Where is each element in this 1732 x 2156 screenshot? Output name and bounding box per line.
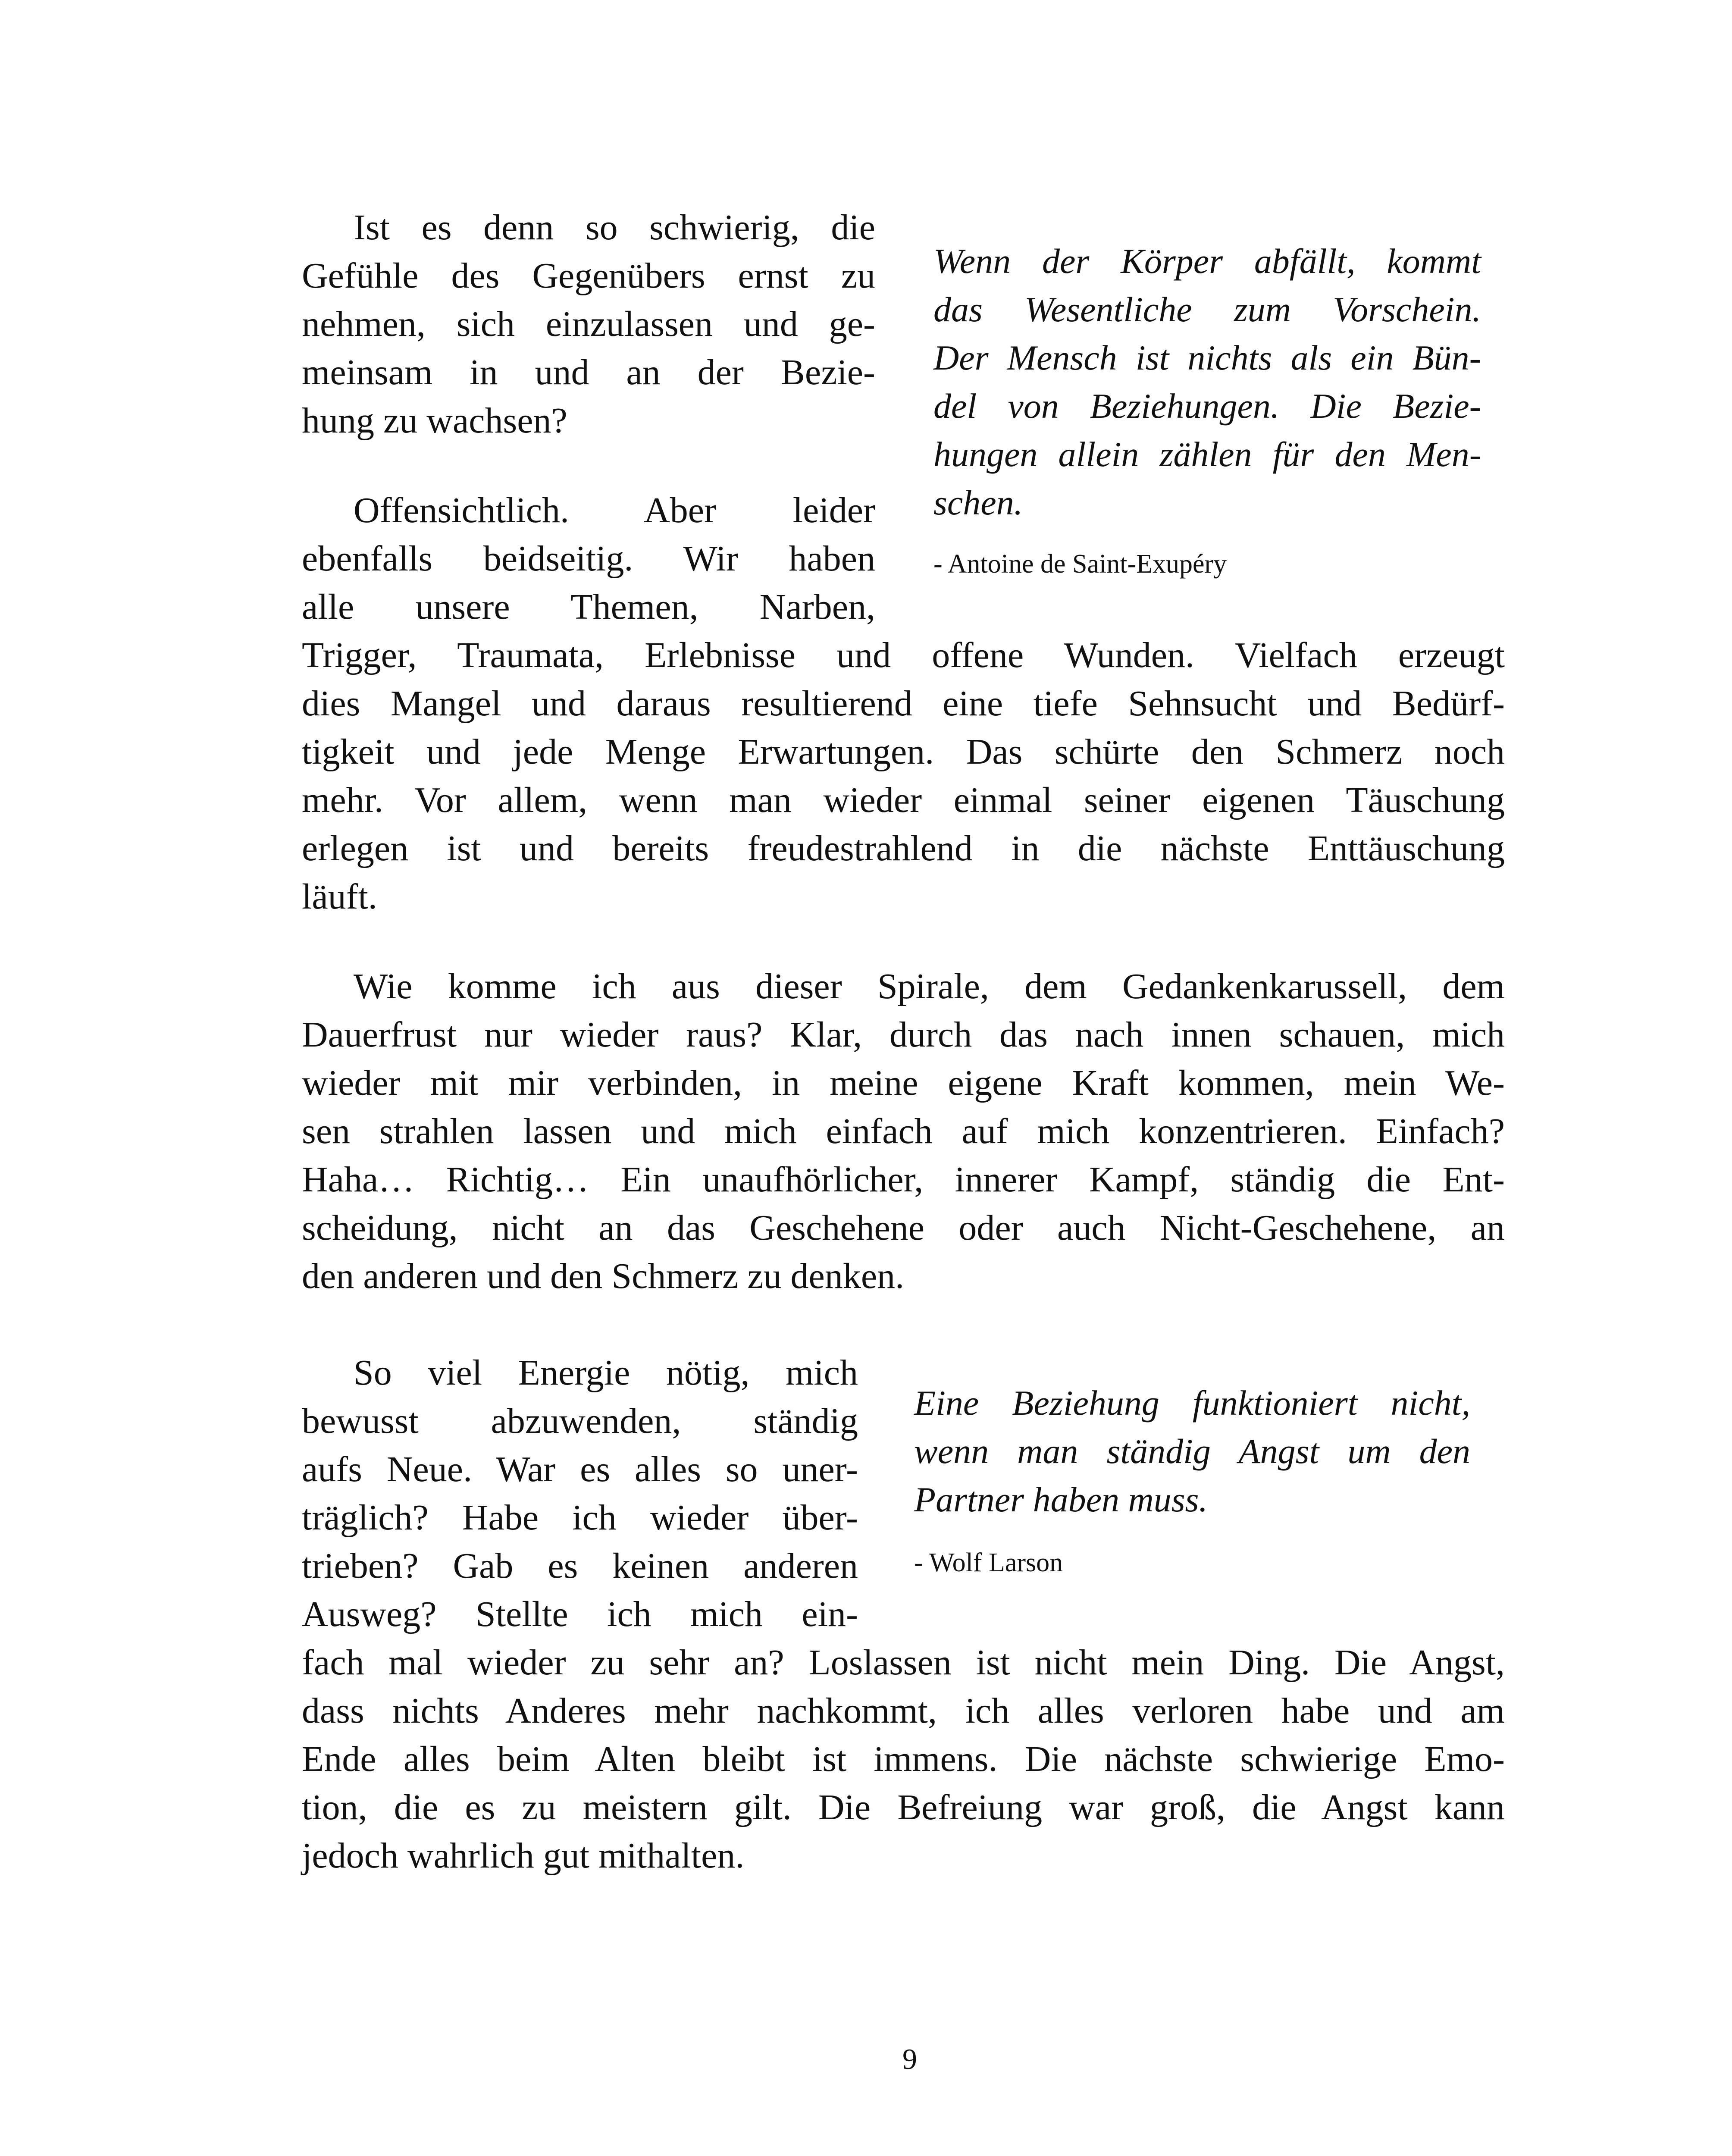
text-line: Gefühle des Gegenübers ernst zu	[302, 256, 875, 296]
text-line: wieder mit mir verbinden, in meine eigene Kraft kommen, mein We-	[302, 1063, 1505, 1103]
text-line: den anderen und den Schmerz zu denken.	[302, 1256, 905, 1296]
quote-line: Wenn der Körper abfällt, kommt	[933, 241, 1481, 281]
text-line: nehmen, sich einzulassen und ge-	[302, 304, 875, 344]
text-line: Dauerfrust nur wieder raus? Klar, durch das nach innen schauen, mich	[302, 1015, 1505, 1055]
text-line: fach mal wieder zu sehr an? Loslassen ist nicht mein Ding. Die Angst,	[302, 1642, 1505, 1683]
text-line: erlegen ist und bereits freudestrahlend in die nächste Enttäuschung	[302, 828, 1505, 868]
text-line: Trigger, Traumata, Erlebnisse und offene Wunden. Vielfach erzeugt	[302, 635, 1505, 675]
text-line: dass nichts Anderes mehr nachkommt, ich alles verloren habe und am	[302, 1691, 1505, 1731]
text-line: Offensichtlich. Aber leider	[354, 490, 875, 530]
quote-line: del von Beziehungen. Die Bezie-	[933, 386, 1481, 426]
page-number: 9	[902, 2043, 917, 2075]
text-line: träglich? Habe ich wieder über-	[302, 1498, 858, 1538]
quote-line: Partner haben muss.	[914, 1480, 1208, 1519]
text-line: läuft.	[302, 877, 377, 917]
text-line: scheidung, nicht an das Geschehene oder auch Nicht-Geschehene, an	[302, 1208, 1505, 1248]
text-line: jedoch wahrlich gut mithalten.	[302, 1836, 745, 1876]
text-line: aufs Neue. War es alles so uner-	[302, 1449, 858, 1489]
text-line: Wie komme ich aus dieser Spirale, dem Gedankenkarussell, dem	[354, 966, 1505, 1006]
text-line: bewusst abzuwenden, ständig	[302, 1401, 858, 1441]
quote-line: wenn man ständig Angst um den	[914, 1432, 1470, 1471]
text-line: Haha… Richtig… Ein unaufhörlicher, innerer Kampf, ständig die Ent-	[302, 1159, 1505, 1200]
text-line: alle unsere Themen, Narben,	[302, 587, 875, 627]
quote-attribution: - Wolf Larson	[914, 1548, 1063, 1577]
text-line: Ausweg? Stellte ich mich ein-	[302, 1594, 858, 1634]
quote-attribution: - Antoine de Saint-Exupéry	[933, 549, 1227, 579]
quote-line: schen.	[933, 483, 1023, 522]
text-line: Ist es denn so schwierig, die	[354, 207, 875, 248]
text-line: dies Mangel und daraus resultierend eine tiefe Sehnsucht und Bedürf-	[302, 683, 1505, 724]
text-line: Ende alles beim Alten bleibt ist immens. Die nächste schwierige Emo-	[302, 1739, 1505, 1779]
quote-line: das Wesentliche zum Vorschein.	[933, 290, 1481, 329]
quote-line: hungen allein zählen für den Men-	[933, 435, 1481, 474]
text-line: tigkeit und jede Menge Erwartungen. Das schürte den Schmerz noch	[302, 732, 1505, 772]
quote-line: Eine Beziehung funktioniert nicht,	[914, 1383, 1470, 1423]
text-line: trieben? Gab es keinen anderen	[302, 1546, 858, 1586]
quote-line: Der Mensch ist nichts als ein Bün-	[933, 338, 1481, 377]
text-line: mehr. Vor allem, wenn man wieder einmal seiner eigenen Täuschung	[302, 780, 1505, 820]
text-line: tion, die es zu meistern gilt. Die Befreiung war groß, die Angst kann	[302, 1787, 1505, 1827]
text-line: meinsam in und an der Bezie-	[302, 352, 875, 392]
text-line: So viel Energie nötig, mich	[354, 1353, 858, 1393]
text-line: sen strahlen lassen und mich einfach auf mich konzentrieren. Einfach?	[302, 1111, 1505, 1151]
text-line: ebenfalls beidseitig. Wir haben	[302, 539, 875, 579]
text-line: hung zu wachsen?	[302, 401, 567, 441]
